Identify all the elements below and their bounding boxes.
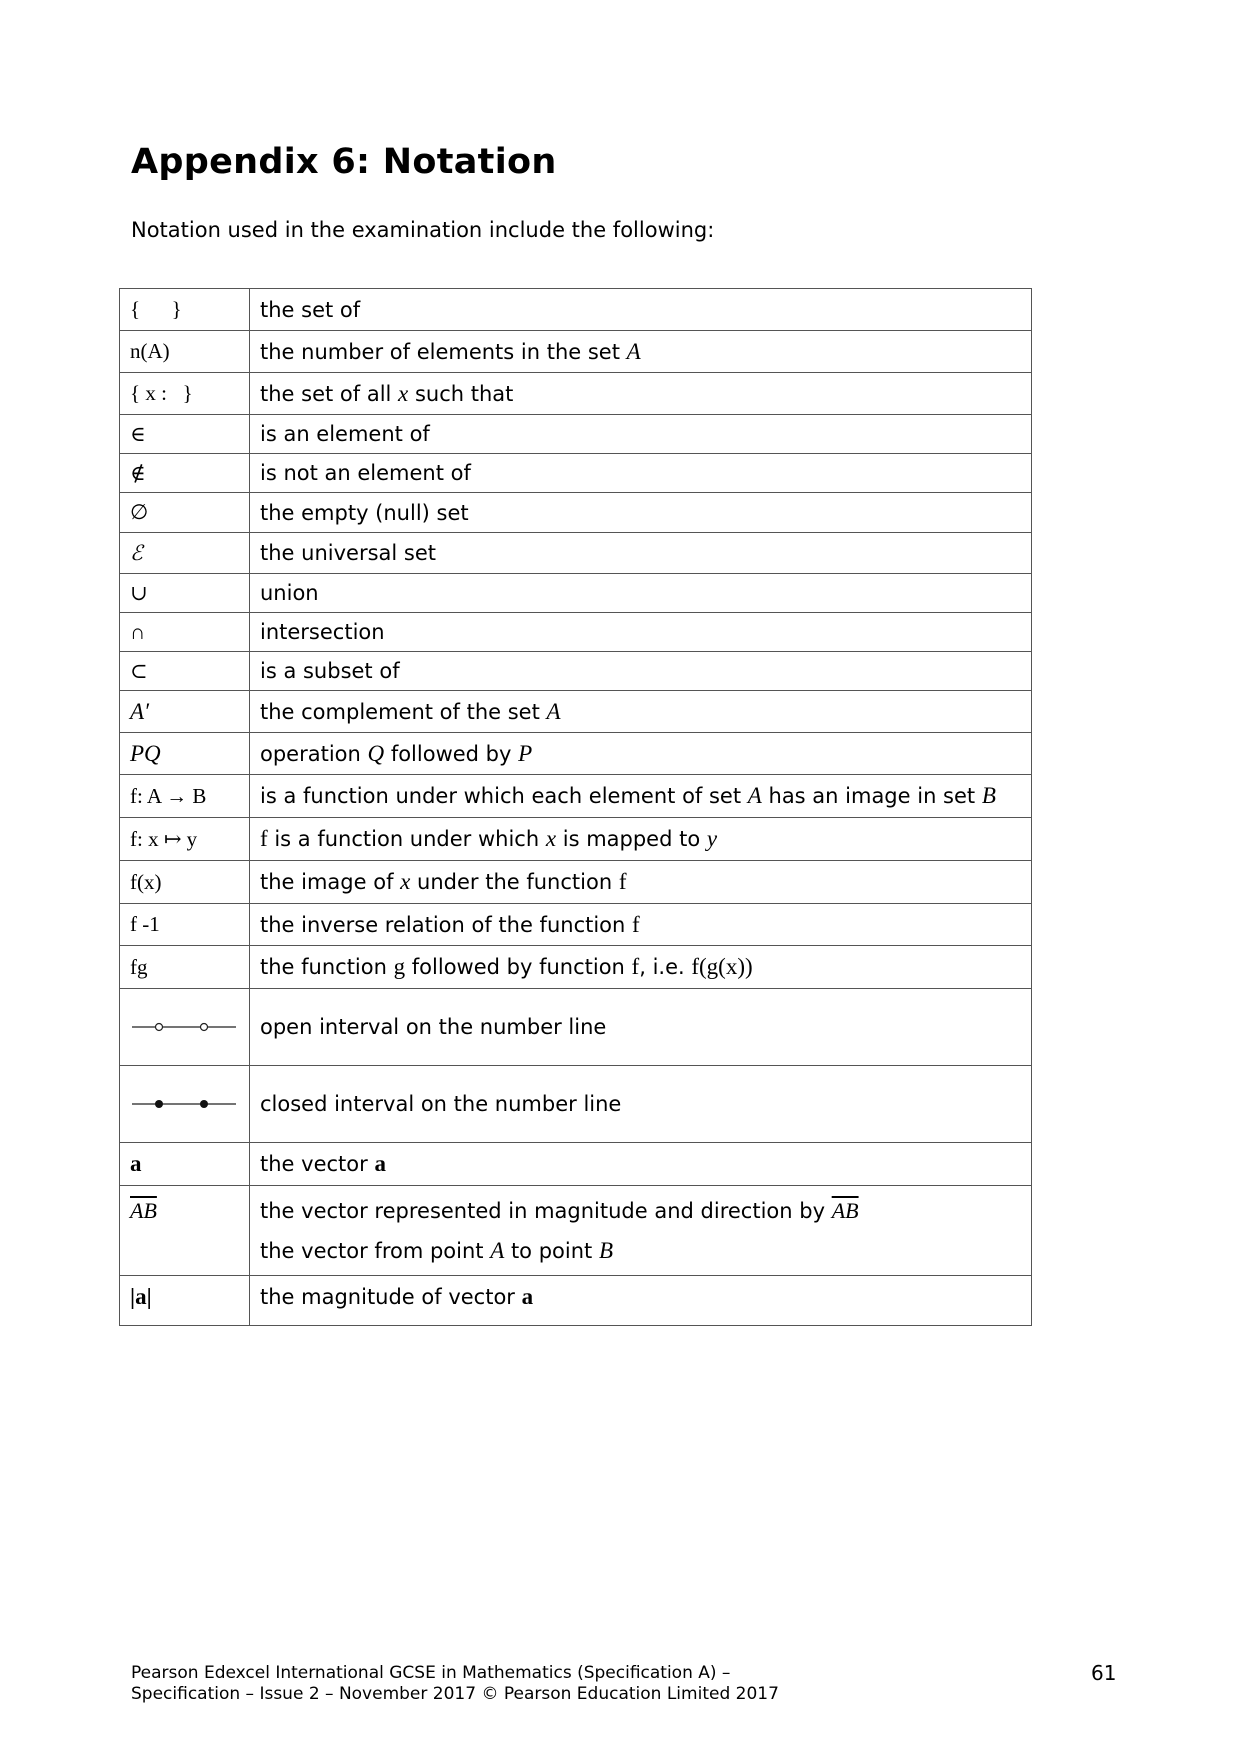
table-row xyxy=(120,331,1032,373)
symbol-cell: n(A) xyxy=(120,331,250,373)
symbol-cell: a xyxy=(120,1143,250,1186)
table-row xyxy=(120,613,1032,652)
symbol-cell: ℰ xyxy=(120,533,250,574)
table-row xyxy=(120,574,1032,613)
symbol-cell: PQ xyxy=(120,733,250,775)
description-cell: the vector a xyxy=(250,1143,1032,1186)
footer xyxy=(131,1663,779,1705)
symbol-cell: A′ xyxy=(120,691,250,733)
table-row xyxy=(120,289,1032,331)
notation-table xyxy=(119,288,1032,1326)
description-cell: union xyxy=(250,574,1032,613)
description-cell: the vector represented in magnitude and direction by $\overline{AB}$ the vector from point A to point B xyxy=(250,1186,1032,1276)
table-row xyxy=(120,652,1032,691)
description-cell: the set of xyxy=(250,289,1032,331)
description-cell: is not an element of xyxy=(250,454,1032,493)
symbol-cell: ∪ xyxy=(120,574,250,613)
table-row xyxy=(120,493,1032,533)
description-cell: is a function under which each element of set A has an image in set B xyxy=(250,775,1032,818)
description-cell: f is a function under which x is mapped to y xyxy=(250,818,1032,861)
table-row xyxy=(120,989,1032,1066)
table-row xyxy=(120,946,1032,989)
description-cell: open interval on the number line xyxy=(250,989,1032,1066)
table-row xyxy=(120,454,1032,493)
symbol-cell: { } xyxy=(120,289,250,331)
table-row xyxy=(120,1143,1032,1186)
closed-interval-icon xyxy=(130,1094,238,1114)
symbol-cell: ⊂ xyxy=(120,652,250,691)
footer-line-1: Pearson Edexcel International GCSE in Mathematics (Specification A) – xyxy=(131,1663,731,1683)
description-cell: the complement of the set A xyxy=(250,691,1032,733)
symbol-cell: f: A → B xyxy=(120,775,250,818)
table-row xyxy=(120,1276,1032,1326)
symbol-cell xyxy=(120,1066,250,1143)
description-cell: the number of elements in the set A xyxy=(250,331,1032,373)
description-cell: is an element of xyxy=(250,415,1032,454)
footer-line-2: Specification – Issue 2 – November 2017 © Pearson Education Limited 2017 xyxy=(131,1684,779,1704)
table-row xyxy=(120,373,1032,415)
description-cell: is a subset of xyxy=(250,652,1032,691)
description-cell: the function g followed by function f, i.e. f(g(x)) xyxy=(250,946,1032,989)
table-row xyxy=(120,1066,1032,1143)
symbol-cell: ∉ xyxy=(120,454,250,493)
table-row xyxy=(120,818,1032,861)
table-row xyxy=(120,533,1032,574)
symbol-cell xyxy=(120,989,250,1066)
description-cell: the magnitude of vector a xyxy=(250,1276,1032,1326)
page-number: 61 xyxy=(1091,1661,1117,1685)
description-cell: the set of all x such that xyxy=(250,373,1032,415)
table-row xyxy=(120,691,1032,733)
description-cell: the inverse relation of the function f xyxy=(250,904,1032,946)
symbol-cell: ∩ xyxy=(120,613,250,652)
symbol-cell: ∈ xyxy=(120,415,250,454)
description-cell: the universal set xyxy=(250,533,1032,574)
symbol-cell: f: x ↦ y xyxy=(120,818,250,861)
symbol-cell: f(x) xyxy=(120,861,250,904)
description-cell: operation Q followed by P xyxy=(250,733,1032,775)
table-row xyxy=(120,861,1032,904)
table-row xyxy=(120,415,1032,454)
symbol-cell: f -1 xyxy=(120,904,250,946)
symbol-cell: $\overline{AB}$ xyxy=(120,1186,250,1276)
table-row xyxy=(120,775,1032,818)
intro-text: Notation used in the examination include the following: xyxy=(131,218,715,242)
table-row xyxy=(120,733,1032,775)
description-cell: closed interval on the number line xyxy=(250,1066,1032,1143)
description-cell: intersection xyxy=(250,613,1032,652)
table-row xyxy=(120,1186,1032,1276)
description-cell: the image of x under the function f xyxy=(250,861,1032,904)
symbol-cell: |a| xyxy=(120,1276,250,1326)
table-row xyxy=(120,904,1032,946)
page-title: Appendix 6: Notation xyxy=(131,142,557,182)
symbol-cell: fg xyxy=(120,946,250,989)
symbol-cell: { x : } xyxy=(120,373,250,415)
open-interval-icon xyxy=(130,1017,238,1037)
description-cell: the empty (null) set xyxy=(250,493,1032,533)
symbol-cell: ∅ xyxy=(120,493,250,533)
